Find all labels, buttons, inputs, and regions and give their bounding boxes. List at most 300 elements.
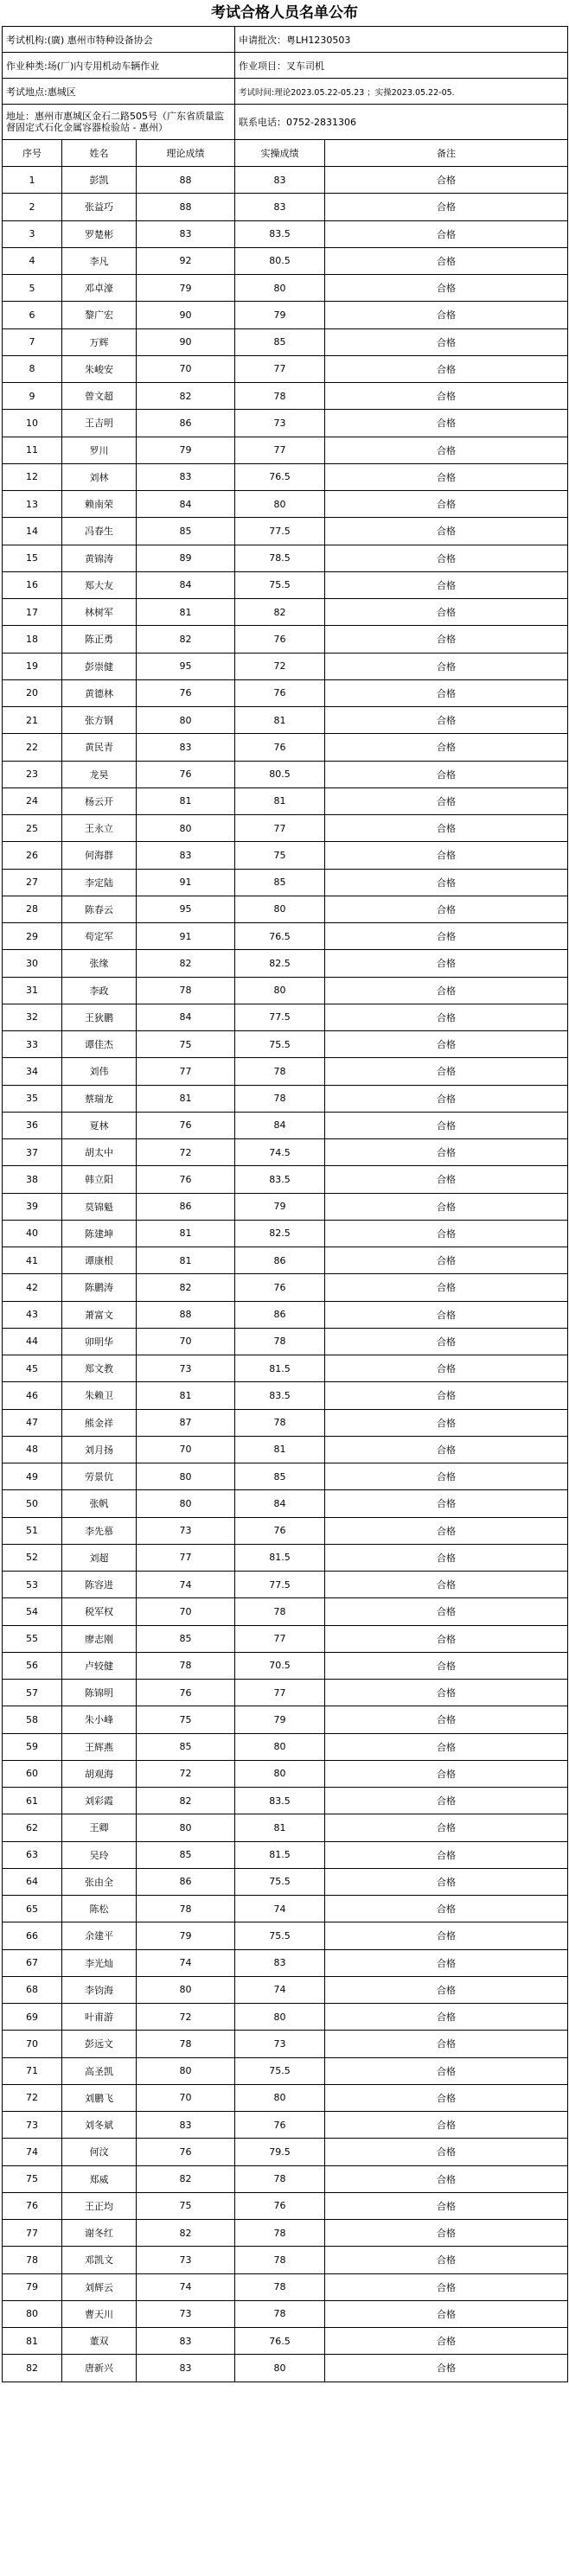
cell-index: 45 bbox=[3, 1355, 62, 1382]
cell-practical-score: 76 bbox=[235, 2192, 325, 2219]
cell-remark: 合格 bbox=[325, 950, 568, 977]
cell-name: 万辉 bbox=[62, 328, 137, 355]
cell-index: 52 bbox=[3, 1544, 62, 1571]
cell-index: 81 bbox=[3, 2328, 62, 2355]
cell-practical-score: 81.5 bbox=[235, 1544, 325, 1571]
table-row bbox=[3, 1139, 568, 1166]
table-row bbox=[3, 1490, 568, 1517]
cell-theory-score: 73 bbox=[137, 1517, 235, 1544]
cell-practical-score: 78 bbox=[235, 2165, 325, 2192]
cell-index: 39 bbox=[3, 1193, 62, 1220]
table-row bbox=[3, 1814, 568, 1841]
cell-practical-score: 80 bbox=[235, 1733, 325, 1760]
cell-name: 刘鹏飞 bbox=[62, 2084, 137, 2111]
cell-name: 何海群 bbox=[62, 842, 137, 869]
cell-index: 25 bbox=[3, 815, 62, 842]
table-row bbox=[3, 923, 568, 950]
cell-practical-score: 81 bbox=[235, 1814, 325, 1841]
table-row bbox=[3, 2084, 568, 2111]
cell-remark: 合格 bbox=[325, 2031, 568, 2057]
cell-name: 叶甫游 bbox=[62, 2004, 137, 2031]
cell-index: 51 bbox=[3, 1517, 62, 1544]
cell-index: 79 bbox=[3, 2273, 62, 2300]
cell-remark: 合格 bbox=[325, 896, 568, 922]
cell-practical-score: 80 bbox=[235, 275, 325, 302]
table-row bbox=[3, 1247, 568, 1274]
cell-remark: 合格 bbox=[325, 626, 568, 653]
cell-theory-score: 79 bbox=[137, 1922, 235, 1949]
cell-theory-score: 72 bbox=[137, 1139, 235, 1166]
cell-name: 劳景伉 bbox=[62, 1463, 137, 1490]
table-row bbox=[3, 2112, 568, 2139]
table-row bbox=[3, 1355, 568, 1382]
cell-remark: 合格 bbox=[325, 2165, 568, 2192]
cell-remark: 合格 bbox=[325, 1166, 568, 1193]
cell-remark: 合格 bbox=[325, 1058, 568, 1085]
cell-index: 65 bbox=[3, 1896, 62, 1922]
cell-index: 72 bbox=[3, 2084, 62, 2111]
cell-practical-score: 80 bbox=[235, 896, 325, 922]
cell-theory-score: 81 bbox=[137, 787, 235, 814]
table-row bbox=[3, 896, 568, 922]
cell-index: 49 bbox=[3, 1463, 62, 1490]
work-project: 作业项目：叉车司机 bbox=[235, 53, 568, 79]
cell-remark: 合格 bbox=[325, 653, 568, 679]
cell-theory-score: 70 bbox=[137, 1436, 235, 1463]
cell-theory-score: 88 bbox=[137, 1301, 235, 1328]
page-title: 考试合格人员名单公布 bbox=[211, 4, 358, 22]
cell-index: 20 bbox=[3, 679, 62, 706]
cell-remark: 合格 bbox=[325, 1085, 568, 1112]
cell-remark: 合格 bbox=[325, 842, 568, 869]
cell-remark: 合格 bbox=[325, 2004, 568, 2031]
cell-theory-score: 82 bbox=[137, 626, 235, 653]
cell-name: 彭崇健 bbox=[62, 653, 137, 679]
header-practical-score: 实操成绩 bbox=[235, 140, 325, 167]
cell-name: 谭佳杰 bbox=[62, 1031, 137, 1058]
cell-theory-score: 72 bbox=[137, 1760, 235, 1787]
cell-practical-score: 76 bbox=[235, 626, 325, 653]
cell-practical-score: 77.5 bbox=[235, 518, 325, 545]
table-row bbox=[3, 2031, 568, 2057]
table-header-row bbox=[3, 140, 568, 167]
cell-theory-score: 87 bbox=[137, 1409, 235, 1436]
cell-name: 刘月扬 bbox=[62, 1436, 137, 1463]
cell-remark: 合格 bbox=[325, 491, 568, 518]
cell-name: 王卿 bbox=[62, 1814, 137, 1841]
table-row bbox=[3, 1463, 568, 1490]
cell-index: 24 bbox=[3, 787, 62, 814]
cell-practical-score: 76 bbox=[235, 1274, 325, 1301]
cell-index: 37 bbox=[3, 1139, 62, 1166]
table-row bbox=[3, 2328, 568, 2355]
cell-practical-score: 74 bbox=[235, 1976, 325, 2003]
cell-theory-score: 92 bbox=[137, 247, 235, 274]
cell-practical-score: 78 bbox=[235, 383, 325, 410]
cell-practical-score: 73 bbox=[235, 410, 325, 437]
cell-name: 李政 bbox=[62, 977, 137, 1004]
table-row bbox=[3, 491, 568, 518]
cell-index: 26 bbox=[3, 842, 62, 869]
cell-practical-score: 76 bbox=[235, 2112, 325, 2139]
cell-index: 53 bbox=[3, 1572, 62, 1598]
table-row bbox=[3, 1680, 568, 1706]
cell-name: 李钧海 bbox=[62, 1976, 137, 2003]
cell-practical-score: 78.5 bbox=[235, 545, 325, 571]
cell-theory-score: 72 bbox=[137, 2004, 235, 2031]
cell-index: 6 bbox=[3, 302, 62, 328]
header-index: 序号 bbox=[3, 140, 62, 167]
exam-location: 考试地点:惠城区 bbox=[3, 79, 235, 105]
cell-index: 42 bbox=[3, 1274, 62, 1301]
cell-theory-score: 85 bbox=[137, 1733, 235, 1760]
cell-theory-score: 85 bbox=[137, 1625, 235, 1652]
cell-practical-score: 80 bbox=[235, 1760, 325, 1787]
cell-remark: 合格 bbox=[325, 328, 568, 355]
cell-index: 46 bbox=[3, 1382, 62, 1409]
cell-practical-score: 81 bbox=[235, 787, 325, 814]
cell-theory-score: 73 bbox=[137, 2247, 235, 2273]
cell-theory-score: 80 bbox=[137, 815, 235, 842]
cell-index: 59 bbox=[3, 1733, 62, 1760]
cell-remark: 合格 bbox=[325, 1680, 568, 1706]
cell-remark: 合格 bbox=[325, 1463, 568, 1490]
cell-practical-score: 79 bbox=[235, 1706, 325, 1733]
cell-name: 高圣凯 bbox=[62, 2057, 137, 2084]
cell-remark: 合格 bbox=[325, 1868, 568, 1895]
table-row bbox=[3, 2192, 568, 2219]
table-row bbox=[3, 518, 568, 545]
cell-name: 王正均 bbox=[62, 2192, 137, 2219]
table-row bbox=[3, 787, 568, 814]
cell-name: 曾文超 bbox=[62, 383, 137, 410]
cell-name: 陈正勇 bbox=[62, 626, 137, 653]
cell-theory-score: 70 bbox=[137, 1328, 235, 1355]
table-row bbox=[3, 761, 568, 787]
cell-theory-score: 79 bbox=[137, 275, 235, 302]
cell-name: 夏林 bbox=[62, 1112, 137, 1138]
cell-theory-score: 80 bbox=[137, 1814, 235, 1841]
cell-name: 胡太中 bbox=[62, 1139, 137, 1166]
cell-index: 61 bbox=[3, 1788, 62, 1814]
cell-remark: 合格 bbox=[325, 220, 568, 247]
cell-theory-score: 84 bbox=[137, 1004, 235, 1030]
table-row bbox=[3, 1220, 568, 1247]
cell-theory-score: 80 bbox=[137, 707, 235, 734]
table-row bbox=[3, 626, 568, 653]
cell-index: 67 bbox=[3, 1949, 62, 1976]
cell-remark: 合格 bbox=[325, 571, 568, 598]
cell-index: 15 bbox=[3, 545, 62, 571]
table-row bbox=[3, 842, 568, 869]
cell-practical-score: 78 bbox=[235, 1409, 325, 1436]
cell-name: 苟定军 bbox=[62, 923, 137, 950]
cell-practical-score: 80 bbox=[235, 2084, 325, 2111]
cell-remark: 合格 bbox=[325, 1274, 568, 1301]
cell-remark: 合格 bbox=[325, 383, 568, 410]
cell-remark: 合格 bbox=[325, 1409, 568, 1436]
cell-index: 76 bbox=[3, 2192, 62, 2219]
cell-remark: 合格 bbox=[325, 463, 568, 490]
cell-name: 张帆 bbox=[62, 1490, 137, 1517]
cell-theory-score: 82 bbox=[137, 1788, 235, 1814]
table-row bbox=[3, 2004, 568, 2031]
cell-remark: 合格 bbox=[325, 1841, 568, 1868]
cell-remark: 合格 bbox=[325, 1544, 568, 1571]
cell-practical-score: 80 bbox=[235, 977, 325, 1004]
cell-theory-score: 82 bbox=[137, 1274, 235, 1301]
cell-theory-score: 74 bbox=[137, 1572, 235, 1598]
cell-name: 黄德林 bbox=[62, 679, 137, 706]
cell-name: 吴玲 bbox=[62, 1841, 137, 1868]
cell-theory-score: 83 bbox=[137, 220, 235, 247]
cell-index: 9 bbox=[3, 383, 62, 410]
cell-remark: 合格 bbox=[325, 1625, 568, 1652]
cell-remark: 合格 bbox=[325, 761, 568, 787]
cell-index: 70 bbox=[3, 2031, 62, 2057]
table-row bbox=[3, 220, 568, 247]
cell-index: 50 bbox=[3, 1490, 62, 1517]
cell-remark: 合格 bbox=[325, 1031, 568, 1058]
cell-name: 李光灿 bbox=[62, 1949, 137, 1976]
cell-theory-score: 86 bbox=[137, 410, 235, 437]
cell-remark: 合格 bbox=[325, 1814, 568, 1841]
cell-name: 刘冬斌 bbox=[62, 2112, 137, 2139]
cell-remark: 合格 bbox=[325, 1220, 568, 1247]
table-row bbox=[3, 599, 568, 626]
table-row bbox=[3, 1949, 568, 1976]
cell-remark: 合格 bbox=[325, 1896, 568, 1922]
cell-name: 韩立阳 bbox=[62, 1166, 137, 1193]
cell-theory-score: 84 bbox=[137, 571, 235, 598]
cell-name: 邓凯文 bbox=[62, 2247, 137, 2273]
cell-remark: 合格 bbox=[325, 1760, 568, 1787]
cell-practical-score: 77.5 bbox=[235, 1572, 325, 1598]
cell-index: 22 bbox=[3, 734, 62, 761]
cell-index: 40 bbox=[3, 1220, 62, 1247]
table-row bbox=[3, 1058, 568, 1085]
cell-practical-score: 76 bbox=[235, 1517, 325, 1544]
cell-theory-score: 79 bbox=[137, 437, 235, 463]
cell-index: 80 bbox=[3, 2300, 62, 2327]
cell-index: 41 bbox=[3, 1247, 62, 1274]
cell-practical-score: 76.5 bbox=[235, 2328, 325, 2355]
cell-theory-score: 80 bbox=[137, 1490, 235, 1517]
cell-practical-score: 77 bbox=[235, 355, 325, 382]
cell-practical-score: 78 bbox=[235, 1328, 325, 1355]
cell-remark: 合格 bbox=[325, 2084, 568, 2111]
cell-practical-score: 75.5 bbox=[235, 2057, 325, 2084]
cell-name: 王辉燕 bbox=[62, 1733, 137, 1760]
table-row bbox=[3, 1841, 568, 1868]
cell-name: 郑文教 bbox=[62, 1355, 137, 1382]
cell-name: 朱峻安 bbox=[62, 355, 137, 382]
cell-theory-score: 76 bbox=[137, 2139, 235, 2165]
cell-practical-score: 72 bbox=[235, 653, 325, 679]
cell-name: 郑大友 bbox=[62, 571, 137, 598]
cell-name: 陈容进 bbox=[62, 1572, 137, 1598]
cell-remark: 合格 bbox=[325, 410, 568, 437]
cell-index: 4 bbox=[3, 247, 62, 274]
table-row bbox=[3, 815, 568, 842]
cell-index: 21 bbox=[3, 707, 62, 734]
table-row bbox=[3, 1652, 568, 1679]
cell-theory-score: 82 bbox=[137, 2165, 235, 2192]
table-row bbox=[3, 167, 568, 194]
cell-index: 13 bbox=[3, 491, 62, 518]
cell-practical-score: 85 bbox=[235, 328, 325, 355]
table-row bbox=[3, 1706, 568, 1733]
cell-practical-score: 82 bbox=[235, 599, 325, 626]
cell-theory-score: 77 bbox=[137, 1544, 235, 1571]
cell-index: 34 bbox=[3, 1058, 62, 1085]
cell-name: 王狄鹏 bbox=[62, 1004, 137, 1030]
cell-name: 熊金祥 bbox=[62, 1409, 137, 1436]
cell-practical-score: 75.5 bbox=[235, 1031, 325, 1058]
cell-practical-score: 82.5 bbox=[235, 1220, 325, 1247]
cell-practical-score: 79 bbox=[235, 302, 325, 328]
table-row bbox=[3, 247, 568, 274]
cell-index: 16 bbox=[3, 571, 62, 598]
cell-index: 73 bbox=[3, 2112, 62, 2139]
cell-practical-score: 83 bbox=[235, 194, 325, 220]
cell-index: 48 bbox=[3, 1436, 62, 1463]
cell-practical-score: 78 bbox=[235, 2273, 325, 2300]
cell-name: 赖南荣 bbox=[62, 491, 137, 518]
cell-theory-score: 83 bbox=[137, 463, 235, 490]
cell-remark: 合格 bbox=[325, 1788, 568, 1814]
cell-name: 王永立 bbox=[62, 815, 137, 842]
cell-index: 8 bbox=[3, 355, 62, 382]
cell-theory-score: 91 bbox=[137, 923, 235, 950]
table-row bbox=[3, 1544, 568, 1571]
cell-name: 杨云开 bbox=[62, 787, 137, 814]
table-row bbox=[3, 1166, 568, 1193]
cell-practical-score: 80.5 bbox=[235, 761, 325, 787]
table-row bbox=[3, 707, 568, 734]
cell-practical-score: 83.5 bbox=[235, 220, 325, 247]
cell-index: 29 bbox=[3, 923, 62, 950]
cell-name: 税军权 bbox=[62, 1598, 137, 1625]
table-row bbox=[3, 1625, 568, 1652]
cell-practical-score: 74 bbox=[235, 1896, 325, 1922]
cell-practical-score: 75.5 bbox=[235, 1868, 325, 1895]
cell-remark: 合格 bbox=[325, 2112, 568, 2139]
cell-theory-score: 83 bbox=[137, 2328, 235, 2355]
cell-theory-score: 86 bbox=[137, 1193, 235, 1220]
cell-remark: 合格 bbox=[325, 518, 568, 545]
cell-index: 68 bbox=[3, 1976, 62, 2003]
cell-name: 刘伟 bbox=[62, 1058, 137, 1085]
cell-index: 62 bbox=[3, 1814, 62, 1841]
cell-remark: 合格 bbox=[325, 2057, 568, 2084]
cell-remark: 合格 bbox=[325, 1139, 568, 1166]
cell-name: 张益巧 bbox=[62, 194, 137, 220]
cell-practical-score: 78 bbox=[235, 2220, 325, 2247]
cell-theory-score: 80 bbox=[137, 2057, 235, 2084]
cell-practical-score: 83.5 bbox=[235, 1788, 325, 1814]
cell-practical-score: 77.5 bbox=[235, 1004, 325, 1030]
cell-remark: 合格 bbox=[325, 1247, 568, 1274]
cell-index: 44 bbox=[3, 1328, 62, 1355]
cell-theory-score: 75 bbox=[137, 1706, 235, 1733]
cell-practical-score: 85 bbox=[235, 1463, 325, 1490]
cell-theory-score: 77 bbox=[137, 1058, 235, 1085]
cell-practical-score: 83 bbox=[235, 167, 325, 194]
cell-index: 63 bbox=[3, 1841, 62, 1868]
cell-practical-score: 78 bbox=[235, 2300, 325, 2327]
cell-practical-score: 77 bbox=[235, 1680, 325, 1706]
cell-name: 卢较健 bbox=[62, 1652, 137, 1679]
cell-remark: 合格 bbox=[325, 1517, 568, 1544]
cell-remark: 合格 bbox=[325, 1436, 568, 1463]
cell-index: 78 bbox=[3, 2247, 62, 2273]
cell-theory-score: 80 bbox=[137, 1463, 235, 1490]
cell-name: 廖志刚 bbox=[62, 1625, 137, 1652]
cell-index: 36 bbox=[3, 1112, 62, 1138]
cell-remark: 合格 bbox=[325, 1652, 568, 1679]
cell-practical-score: 85 bbox=[235, 869, 325, 896]
cell-index: 3 bbox=[3, 220, 62, 247]
cell-index: 77 bbox=[3, 2220, 62, 2247]
cell-index: 57 bbox=[3, 1680, 62, 1706]
cell-practical-score: 73 bbox=[235, 2031, 325, 2057]
cell-practical-score: 83 bbox=[235, 1949, 325, 1976]
cell-remark: 合格 bbox=[325, 302, 568, 328]
table-row bbox=[3, 383, 568, 410]
table-row bbox=[3, 1274, 568, 1301]
cell-index: 18 bbox=[3, 626, 62, 653]
table-row bbox=[3, 1328, 568, 1355]
cell-theory-score: 89 bbox=[137, 545, 235, 571]
cell-name: 黎广宏 bbox=[62, 302, 137, 328]
cell-theory-score: 82 bbox=[137, 2220, 235, 2247]
cell-remark: 合格 bbox=[325, 869, 568, 896]
cell-remark: 合格 bbox=[325, 707, 568, 734]
table-row bbox=[3, 1922, 568, 1949]
cell-theory-score: 85 bbox=[137, 1841, 235, 1868]
cell-practical-score: 78 bbox=[235, 2247, 325, 2273]
cell-index: 17 bbox=[3, 599, 62, 626]
cell-name: 冯春生 bbox=[62, 518, 137, 545]
table-row bbox=[3, 1788, 568, 1814]
cell-practical-score: 81.5 bbox=[235, 1355, 325, 1382]
cell-name: 张由全 bbox=[62, 1868, 137, 1895]
cell-remark: 合格 bbox=[325, 2247, 568, 2273]
cell-practical-score: 81.5 bbox=[235, 1841, 325, 1868]
cell-remark: 合格 bbox=[325, 1490, 568, 1517]
cell-index: 64 bbox=[3, 1868, 62, 1895]
exam-time: 考试时间:理论2023.05.22-05.23 ；实操2023.05.22-05. bbox=[235, 79, 568, 105]
cell-theory-score: 78 bbox=[137, 2031, 235, 2057]
table-row bbox=[3, 1409, 568, 1436]
cell-name: 陈锦明 bbox=[62, 1680, 137, 1706]
table-row bbox=[3, 1868, 568, 1895]
cell-name: 刘彩霞 bbox=[62, 1788, 137, 1814]
cell-practical-score: 75 bbox=[235, 842, 325, 869]
cell-index: 58 bbox=[3, 1706, 62, 1733]
cell-name: 蔡瑞龙 bbox=[62, 1085, 137, 1112]
cell-name: 卯明华 bbox=[62, 1328, 137, 1355]
table-row bbox=[3, 410, 568, 437]
cell-practical-score: 80 bbox=[235, 491, 325, 518]
cell-theory-score: 81 bbox=[137, 1382, 235, 1409]
cell-index: 12 bbox=[3, 463, 62, 490]
table-row bbox=[3, 1301, 568, 1328]
cell-theory-score: 76 bbox=[137, 1112, 235, 1138]
cell-name: 刘林 bbox=[62, 463, 137, 490]
cell-theory-score: 81 bbox=[137, 1247, 235, 1274]
